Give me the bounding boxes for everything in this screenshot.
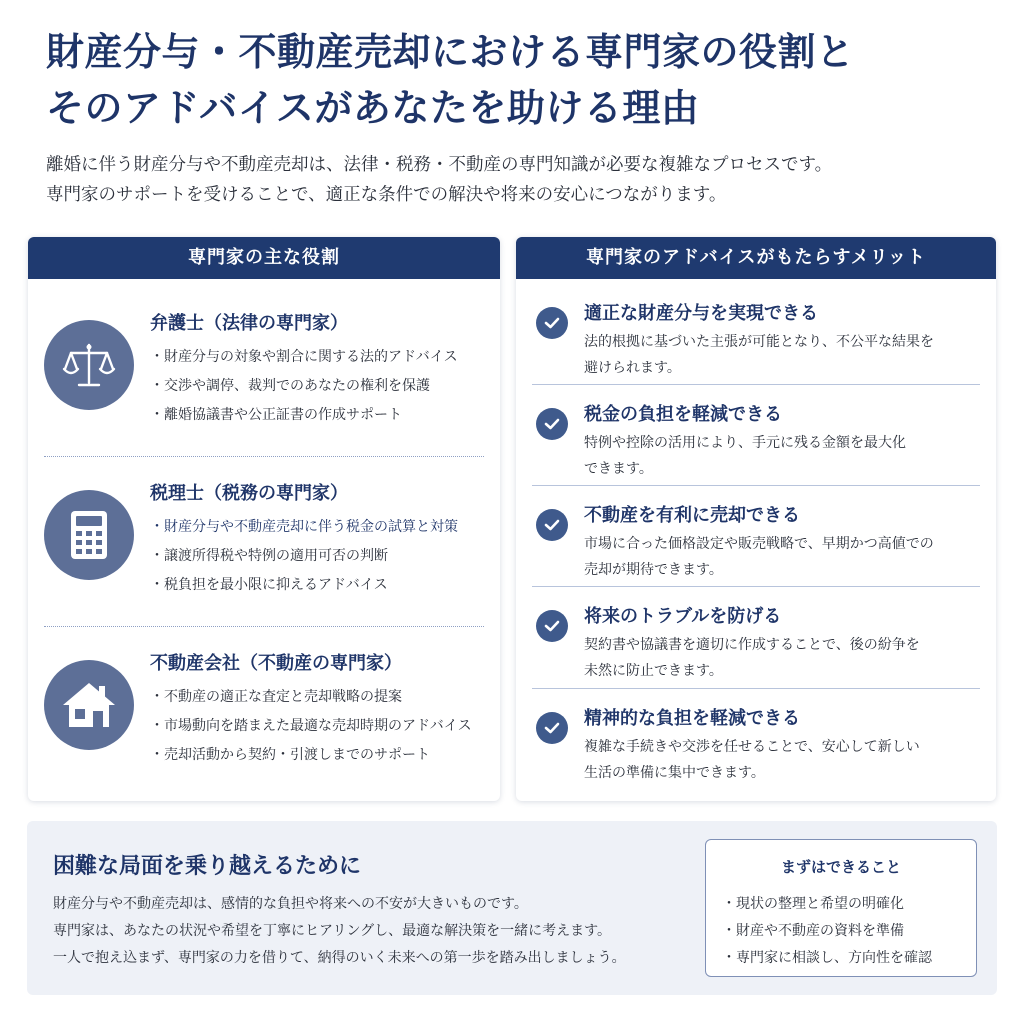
role-tax-accountant-list: [150, 513, 458, 600]
role-tax-accountant: [28, 465, 500, 635]
merit-desc-line: できます。: [584, 461, 653, 477]
list-item: ・税負担を最小限に抑えるアドバイス: [150, 577, 388, 593]
check-icon: [536, 610, 568, 642]
intro-line-1: 離婚に伴う財産分与や不動産売却は、法律・税務・不動産の専門知識が必要な複雑なプロセスです。: [46, 155, 833, 175]
check-icon: [536, 712, 568, 744]
merit-item: [516, 592, 996, 694]
merit-desc-line: 市場に合った価格設定や販売戦略で、早期かつ高値での: [584, 536, 934, 552]
merit-item: [516, 491, 996, 593]
merit-desc-line: 未然に防止できます。: [584, 663, 723, 679]
merit-desc-line: 契約書や協議書を適切に作成することで、後の紛争を: [584, 637, 920, 653]
first-steps-list: [722, 891, 976, 972]
merit-description: [584, 329, 984, 381]
merit-desc-line: 売却が期待できます。: [584, 562, 723, 578]
check-icon: [536, 509, 568, 541]
check-icon: [536, 408, 568, 440]
bottom-line: 一人で抱え込まず、専門家の力を借りて、納得のいく未来への第一歩を踏み出しましょう。: [53, 950, 626, 966]
page-title: [46, 24, 996, 136]
bottom-line: 財産分与や不動産売却は、感情的な負担や将来への不安が大きいものです。: [53, 896, 528, 912]
merit-title: 精神的な負担を軽減できる: [584, 708, 800, 729]
list-item: ・専門家に相談し、方向性を確認: [722, 950, 932, 966]
merit-desc-line: 生活の準備に集中できます。: [584, 765, 765, 781]
divider: [44, 456, 484, 457]
divider: [532, 688, 980, 689]
merit-item: [516, 289, 996, 391]
list-item: ・売却活動から契約・引渡しまでのサポート: [150, 747, 430, 763]
merit-description: [584, 632, 984, 684]
title-line-1: 財産分与・不動産売却における専門家の役割と: [46, 29, 855, 74]
list-item: ・不動産の適正な査定と売却戦略の提案: [150, 689, 402, 705]
divider: [532, 586, 980, 587]
list-item: ・現状の整理と希望の明確化: [722, 896, 904, 912]
list-item: ・市場動向を踏まえた最適な売却時期のアドバイス: [150, 718, 472, 734]
merit-desc-line: 特例や控除の活用により、手元に残る金額を最大化: [584, 435, 906, 451]
merit-title: 将来のトラブルを防げる: [584, 606, 782, 627]
divider: [532, 384, 980, 385]
bottom-line: 専門家は、あなたの状況や希望を丁寧にヒアリングし、最適な解決策を一緒に考えます。: [53, 923, 612, 939]
merit-title: 適正な財産分与を実現できる: [584, 303, 818, 324]
merit-item: [516, 390, 996, 492]
merit-description: [584, 430, 984, 482]
check-icon: [536, 307, 568, 339]
divider: [532, 485, 980, 486]
calculator-icon: [44, 490, 134, 580]
bottom-panel: [27, 821, 997, 995]
merit-desc-line: 複雑な手続きや交渉を任せることで、安心して新しい: [584, 739, 920, 755]
merit-title: 不動産を有利に売却できる: [584, 505, 800, 526]
house-icon: [44, 660, 134, 750]
list-item: ・交渉や調停、裁判でのあなたの権利を保護: [150, 378, 430, 394]
role-lawyer: [28, 295, 500, 465]
intro-line-2: 専門家のサポートを受けることで、適正な条件での解決や将来の安心につながります。: [46, 185, 727, 205]
merit-title: 税金の負担を軽減できる: [584, 404, 782, 425]
merit-item: [516, 694, 996, 796]
role-lawyer-list: [150, 343, 458, 430]
role-real-estate-name: 不動産会社（不動産の専門家）: [150, 653, 402, 674]
merits-card-heading: 専門家のアドバイスがもたらすメリット: [516, 237, 996, 279]
list-item: ・財産分与や不動産売却に伴う税金の試算と対策: [150, 519, 458, 535]
list-item: ・譲渡所得税や特例の適用可否の判断: [150, 548, 388, 564]
role-tax-accountant-name: 税理士（税務の専門家）: [150, 483, 348, 504]
role-real-estate: [28, 635, 500, 801]
scales-icon: [44, 320, 134, 410]
merit-description: [584, 734, 984, 786]
merits-card: [516, 237, 996, 801]
title-line-2: そのアドバイスがあなたを助ける理由: [46, 85, 700, 130]
intro-text: [46, 150, 996, 210]
divider: [44, 626, 484, 627]
roles-card: [28, 237, 500, 801]
merit-description: [584, 531, 984, 583]
merit-desc-line: 法的根拠に基づいた主張が可能となり、不公平な結果を: [584, 334, 934, 350]
first-steps-box: [705, 839, 977, 977]
first-steps-heading: まずはできること: [780, 858, 901, 876]
roles-card-heading: 専門家の主な役割: [28, 237, 500, 279]
role-real-estate-list: [150, 683, 472, 770]
role-lawyer-name: 弁護士（法律の専門家）: [150, 313, 348, 334]
bottom-text: [53, 891, 626, 972]
bottom-heading: 困難な局面を乗り越えるために: [53, 854, 362, 879]
list-item: ・財産や不動産の資料を準備: [722, 923, 904, 939]
list-item: ・財産分与の対象や割合に関する法的アドバイス: [150, 349, 458, 365]
list-item: ・離婚協議書や公正証書の作成サポート: [150, 407, 402, 423]
merit-desc-line: 避けられます。: [584, 360, 681, 376]
